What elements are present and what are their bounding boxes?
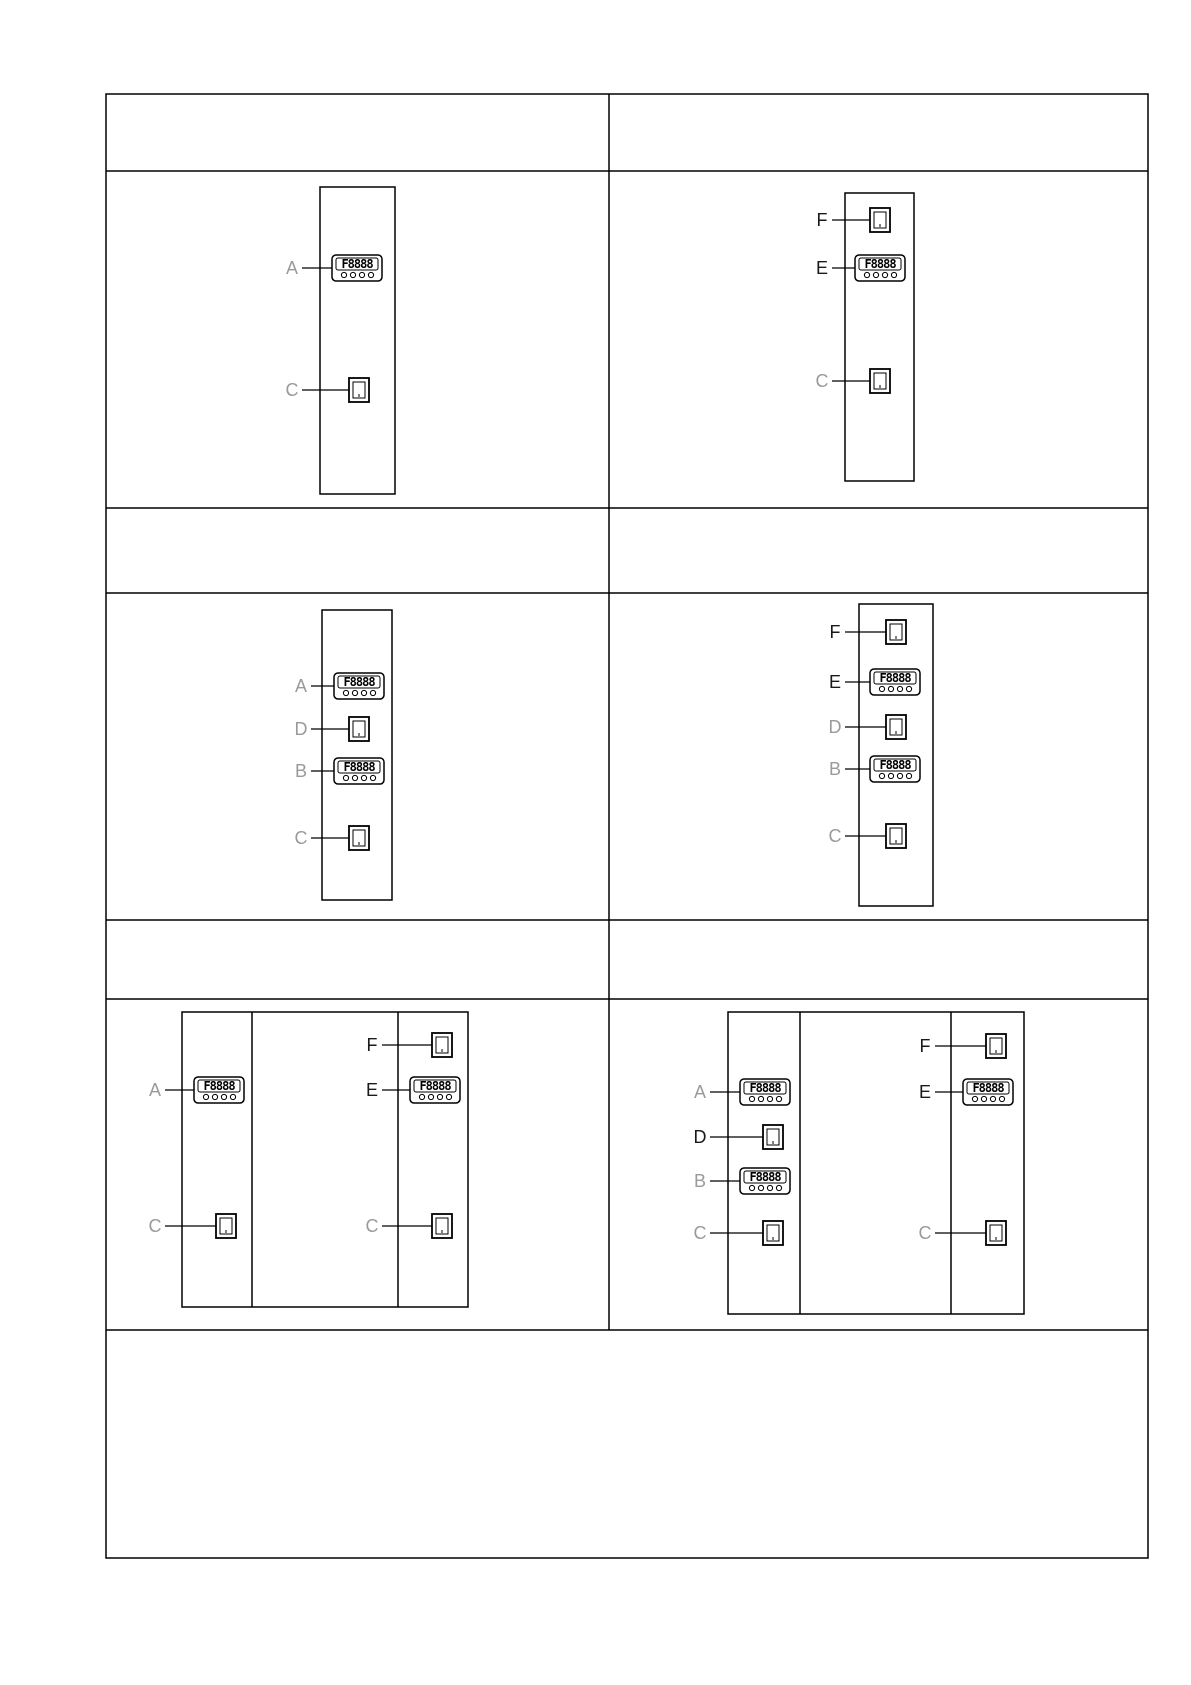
panel-1-c-switch-icon bbox=[349, 378, 369, 402]
panel-6-e-display-icon bbox=[963, 1079, 1013, 1105]
panel-4-d-switch-icon bbox=[886, 715, 906, 739]
panel-6-a-display-readout: F8888 bbox=[749, 1081, 781, 1095]
panel-4-e-display-readout: F8888 bbox=[879, 671, 911, 685]
panel-2-f-label: F bbox=[816, 210, 828, 230]
panel-6-c-switch-icon bbox=[986, 1221, 1006, 1245]
panel-3-c-switch-icon bbox=[349, 826, 369, 850]
panel-3-a-display-icon bbox=[334, 673, 384, 699]
panel-3-a-label: A bbox=[294, 676, 308, 696]
panel-2-f-switch-icon bbox=[870, 208, 890, 232]
panel-6-d-switch-icon bbox=[763, 1125, 783, 1149]
panel-2-cabinet-outline bbox=[845, 193, 914, 481]
panel-2 bbox=[816, 193, 915, 481]
panel-3-d-switch-icon bbox=[349, 717, 369, 741]
panel-4-d-label: D bbox=[828, 717, 842, 737]
panel-1-cabinet-outline bbox=[320, 187, 395, 494]
panel-1 bbox=[286, 187, 396, 494]
panel-3-b-label: B bbox=[294, 761, 308, 781]
panel-6-e-label: E bbox=[918, 1082, 932, 1102]
panel-5-e-display-icon bbox=[410, 1077, 460, 1103]
panel-4-cabinet-outline bbox=[859, 604, 933, 906]
panel-5-f-switch-icon bbox=[432, 1033, 452, 1057]
panel-1-c-label: C bbox=[285, 380, 299, 400]
panel-5-a-display-icon bbox=[194, 1077, 244, 1103]
panel-5-c-label: C bbox=[148, 1216, 162, 1236]
panel-5-e-label: E bbox=[365, 1080, 379, 1100]
panel-6-b-display-readout: F8888 bbox=[749, 1170, 781, 1184]
panel-5-a-label: A bbox=[148, 1080, 162, 1100]
panel-6-f-switch-icon bbox=[986, 1034, 1006, 1058]
panel-4-e-display-icon bbox=[870, 669, 920, 695]
panel-3-cabinet-outline bbox=[322, 610, 392, 900]
panel-5 bbox=[149, 1012, 469, 1307]
panel-6-a-display-icon bbox=[740, 1079, 790, 1105]
panel-2-c-label: C bbox=[815, 371, 829, 391]
panel-4 bbox=[829, 604, 934, 906]
panel-2-e-display-icon bbox=[855, 255, 905, 281]
panel-3 bbox=[295, 610, 393, 900]
panel-5-e-display-readout: F8888 bbox=[419, 1079, 451, 1093]
panel-1-a-display-readout: F8888 bbox=[341, 257, 373, 271]
panel-6-e-display-readout: F8888 bbox=[972, 1081, 1004, 1095]
panel-6-cabinet-outline bbox=[728, 1012, 1024, 1314]
panel-5-c-label: C bbox=[365, 1216, 379, 1236]
panel-3-a-display-readout: F8888 bbox=[343, 675, 375, 689]
panel-6-c-label: C bbox=[693, 1223, 707, 1243]
panel-3-d-label: D bbox=[294, 719, 308, 739]
panel-6-b-display-icon bbox=[740, 1168, 790, 1194]
panel-3-c-label: C bbox=[294, 828, 308, 848]
panel-4-c-label: C bbox=[828, 826, 842, 846]
panel-5-a-display-readout: F8888 bbox=[203, 1079, 235, 1093]
panel-6-b-label: B bbox=[693, 1171, 707, 1191]
panel-2-c-switch-icon bbox=[870, 369, 890, 393]
panel-2-e-display-readout: F8888 bbox=[864, 257, 896, 271]
panel-4-b-label: B bbox=[828, 759, 842, 779]
panel-1-a-display-icon bbox=[332, 255, 382, 281]
panel-1-a-label: A bbox=[285, 258, 299, 278]
panel-3-b-display-readout: F8888 bbox=[343, 760, 375, 774]
panel-4-b-display-icon bbox=[870, 756, 920, 782]
panel-4-b-display-readout: F8888 bbox=[879, 758, 911, 772]
panel-6-c-label: C bbox=[918, 1223, 932, 1243]
outer-frame bbox=[106, 94, 1148, 1558]
panel-4-e-label: E bbox=[828, 672, 842, 692]
panel-4-f-label: F bbox=[829, 622, 841, 642]
panel-6-d-label: D bbox=[693, 1127, 707, 1147]
panel-5-f-label: F bbox=[366, 1035, 378, 1055]
panel-4-c-switch-icon bbox=[886, 824, 906, 848]
panel-3-b-display-icon bbox=[334, 758, 384, 784]
panel-5-cabinet-outline bbox=[182, 1012, 468, 1307]
panel-5-c-switch-icon bbox=[216, 1214, 236, 1238]
panel-5-c-switch-icon bbox=[432, 1214, 452, 1238]
panels-layer bbox=[149, 187, 1025, 1314]
panel-6 bbox=[694, 1012, 1025, 1314]
panel-4-f-switch-icon bbox=[886, 620, 906, 644]
panel-2-e-label: E bbox=[815, 258, 829, 278]
panel-6-a-label: A bbox=[693, 1082, 707, 1102]
panel-6-f-label: F bbox=[919, 1036, 931, 1056]
panel-6-c-switch-icon bbox=[763, 1221, 783, 1245]
